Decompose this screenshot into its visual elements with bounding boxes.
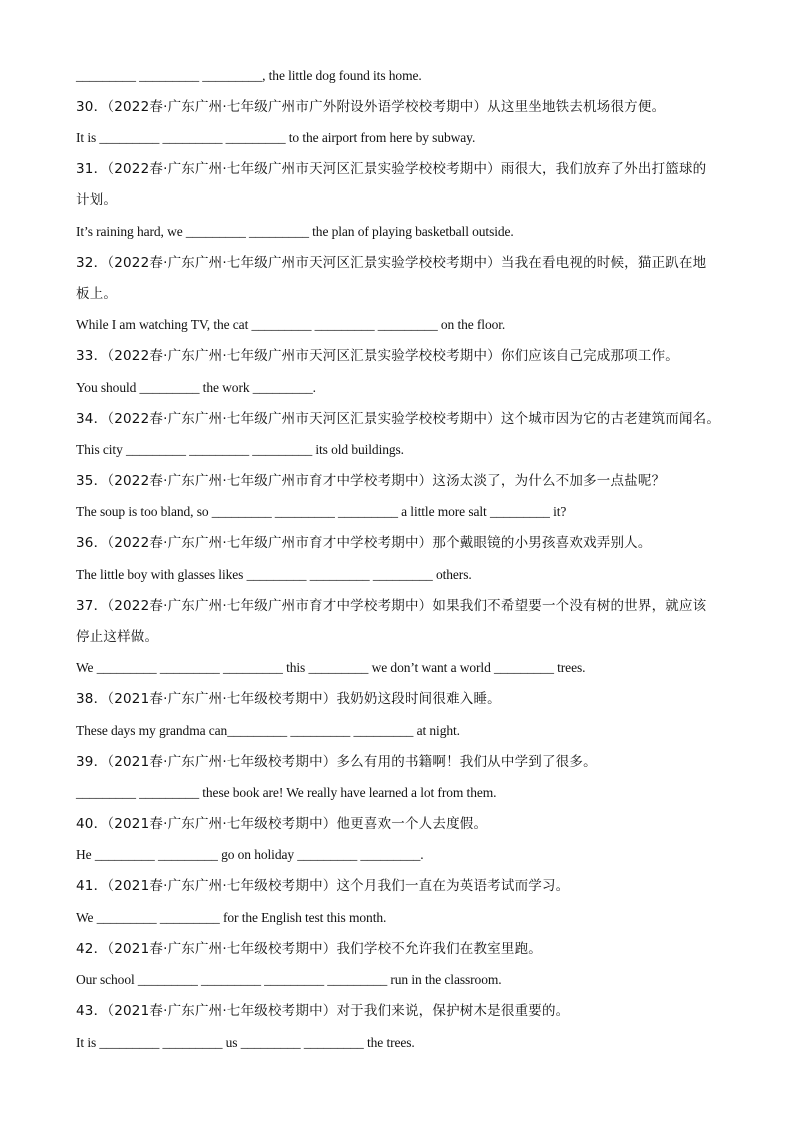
question-36: 36．（2022春·广东广州·七年级广州市育才中学校考期中）那个戴眼镜的小男孩喜欢戏弄别人。 [76, 535, 652, 551]
question-32: 32．（2022春·广东广州·七年级广州市天河区汇景实验学校校考期中）当我在看电视的时候，猫正趴在地 [76, 255, 707, 271]
answer-line-41: We _________ _________ for the English test this month. [76, 910, 387, 925]
answer-line-32: While I am watching TV, the cat _________ _________ _________ on the floor. [76, 317, 506, 332]
question-30: 30．（2022春·广东广州·七年级广州市广外附设外语学校校考期中）从这里坐地铁去机场很方便。 [76, 99, 666, 115]
question-39: 39．（2021春·广东广州·七年级校考期中）多么有用的书籍啊！我们从中学到了很多。 [76, 754, 597, 770]
answer-line-36: The little boy with glasses likes _________ _________ _________ others. [76, 567, 472, 582]
answer-line-43: It is _________ _________ us _________ _________ the trees. [76, 1035, 415, 1050]
question-34: 34．（2022春·广东广州·七年级广州市天河区汇景实验学校校考期中）这个城市因为它的古老建筑而闻名。 [76, 411, 721, 427]
question-42: 42．（2021春·广东广州·七年级校考期中）我们学校不允许我们在教室里跑。 [76, 941, 542, 957]
question-31: 31．（2022春·广东广州·七年级广州市天河区汇景实验学校校考期中）雨很大，我们放弃了外出打篮球的 [76, 161, 707, 177]
answer-line-29: _________ _________ _________, the little dog found its home. [76, 68, 422, 83]
answer-line-31: It’s raining hard, we _________ _________ the plan of playing basketball outside. [76, 224, 514, 239]
question-40: 40．（2021春·广东广州·七年级校考期中）他更喜欢一个人去度假。 [76, 816, 488, 832]
question-37-cont: 停止这样做。 [76, 629, 159, 645]
answer-line-30: It is _________ _________ _________ to the airport from here by subway. [76, 130, 476, 145]
question-43: 43．（2021春·广东广州·七年级校考期中）对于我们来说，保护树木是很重要的。 [76, 1003, 570, 1019]
answer-line-39: _________ _________ these book are! We really have learned a lot from them. [76, 785, 497, 800]
answer-line-35: The soup is too bland, so _________ _________ _________ a little more salt _________ it? [76, 504, 567, 519]
question-32-cont: 板上。 [76, 286, 118, 302]
question-35: 35．（2022春·广东广州·七年级广州市育才中学校考期中）这汤太淡了，为什么不加多一点盐呢？ [76, 473, 666, 489]
question-33: 33．（2022春·广东广州·七年级广州市天河区汇景实验学校校考期中）你们应该自己完成那项工作。 [76, 348, 679, 364]
question-41: 41．（2021春·广东广州·七年级校考期中）这个月我们一直在为英语考试而学习。 [76, 878, 570, 894]
answer-line-37: We _________ _________ _________ this _________ we don’t want a world _________ trees. [76, 660, 586, 675]
question-31-cont: 计划。 [76, 192, 118, 208]
answer-line-38: These days my grandma can_________ _________ _________ at night. [76, 723, 460, 738]
answer-line-40: He _________ _________ go on holiday _________ _________. [76, 847, 424, 862]
question-37: 37．（2022春·广东广州·七年级广州市育才中学校考期中）如果我们不希望要一个没有树的世界，就应该 [76, 598, 707, 614]
answer-line-34: This city _________ _________ _________ its old buildings. [76, 442, 404, 457]
question-38: 38．（2021春·广东广州·七年级校考期中）我奶奶这段时间很难入睡。 [76, 691, 501, 707]
answer-line-33: You should _________ the work _________. [76, 380, 316, 395]
answer-line-42: Our school _________ _________ _________ _________ run in the classroom. [76, 972, 502, 987]
